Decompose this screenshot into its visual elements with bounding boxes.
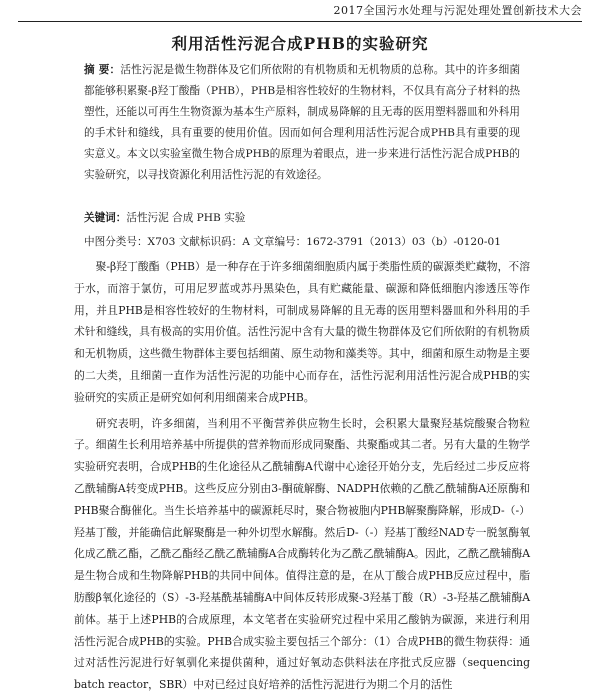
body-paragraph: 研究表明，许多细菌，当利用不平衡营养供应物生长时，会积累大量聚羟基烷酸聚合物粒子。细菌生长利用培养基中所提供的营养物而形成同聚酯、共聚酯或其二者。另有大量的生物学实验研究表明，合成PHB的生化途径从乙酰辅酶A代谢中心途径开始分支，先后经过二步反应将乙酰辅酶A转变成PHB。这些反应分别由3-酮硫解酶、NADPH依赖的乙酰乙酰辅酶A还原酶和PHB聚合酶催化。当生长培养基中的碳源耗尽时，聚合物被胞内PHB解聚酶降解，形成D-（-）羟基丁酸，并能确信此解聚酶是一种外切型水解酶。然后D-（-）羟基丁酸经NAD专一脱氢酶氧化成乙酰乙酯，乙酰乙酯经乙酰乙酰辅酶A合成酶转化为乙酰乙酰辅酶A。因此，乙酰乙酰辅酶A是生物合成和生物降解PHB的共同中间体。值得注意的是，在从丁酸合成PHB反应过程中，脂肪酸β氧化途径的（S）-3-羟基酰基辅酶A中间体反转形成聚-3羟基丁酸（R）-3-羟基乙酰辅酶A前体。基于上述PHB的合成原理，本文笔者在实验研究过程中采用乙酸钠为碳源，来进行利用活性污泥合成PHB的实验。PHB合成实验主要包括三个部分：（1）合成PHB的微生物获得：通过对活性污泥进行好氧驯化来提供菌种，通过好氧动态供料法在序批式反应器（sequencing batch reactor，SBR）中对已经过良好培养的活性污泥进行为期二个月的活性 [74, 416, 530, 692]
keywords-text: 活性污泥 合成 PHB 实验 [126, 212, 246, 224]
abstract-text: 活性污泥是微生物群体及它们所依附的有机物质和无机物质的总称。其中的许多细菌都能够积累聚-β羟丁酸酯（PHB），PHB是相容性较好的生物材料，不仅具有高分子材料的热塑性，还能以可再生生物资源为基本生产原料，制成易降解的且无毒的医用塑料器皿和外科用的手术针和缝线，具有重要的使用价值。因而如何合理利用活性污泥合成PHB具有重要的现实意义。本文以实验室微生物合成PHB的原理为着眼点，进一步来进行活性污泥合成PHB的实验研究，以寻找资源化利用活性污泥的有效途径。 [84, 64, 520, 181]
abstract-label: 摘 要： [84, 64, 121, 76]
abstract [84, 60, 520, 186]
paper-title: 利用活性污泥合成PHB的实验研究 [171, 34, 429, 53]
keywords [84, 208, 520, 229]
body-paragraph: 聚-β羟丁酸酯（PHB）是一种存在于许多细菌细胞质内属于类脂性质的碳源类贮藏物，不溶于水，而溶于氯仿，可用尼罗蓝或苏丹黑染色，具有贮藏能量、碳源和降低细胞内渗透压等作用，并且PHB是相容性较好的生物材料，可制成易降解的且无毒的医用塑料器皿和外科用的手术针和缝线，具有极高的实用价值。活性污泥中含有大量的微生物群体及它们所依附的有机物质和无机物质，这些微生物群体主要包括细菌、原生动物和藻类等。其中，细菌和原生动物是主要的二大类，且细菌一直作为活性污泥的功能中心而存在，活性污泥利用活性污泥合成PHB的实验研究的实质正是研究如何利用细菌来合成PHB。 [74, 260, 530, 404]
running-head: 2017全国污水处理与污泥处理处置创新技术大会 [18, 2, 582, 22]
body-text [74, 256, 530, 700]
keywords-label: 关键词： [84, 212, 127, 224]
classification-line: 中图分类号：X703 文献标识码：A 文章编号：1672-3791（2013）03（b）-0120-01 [84, 236, 501, 248]
